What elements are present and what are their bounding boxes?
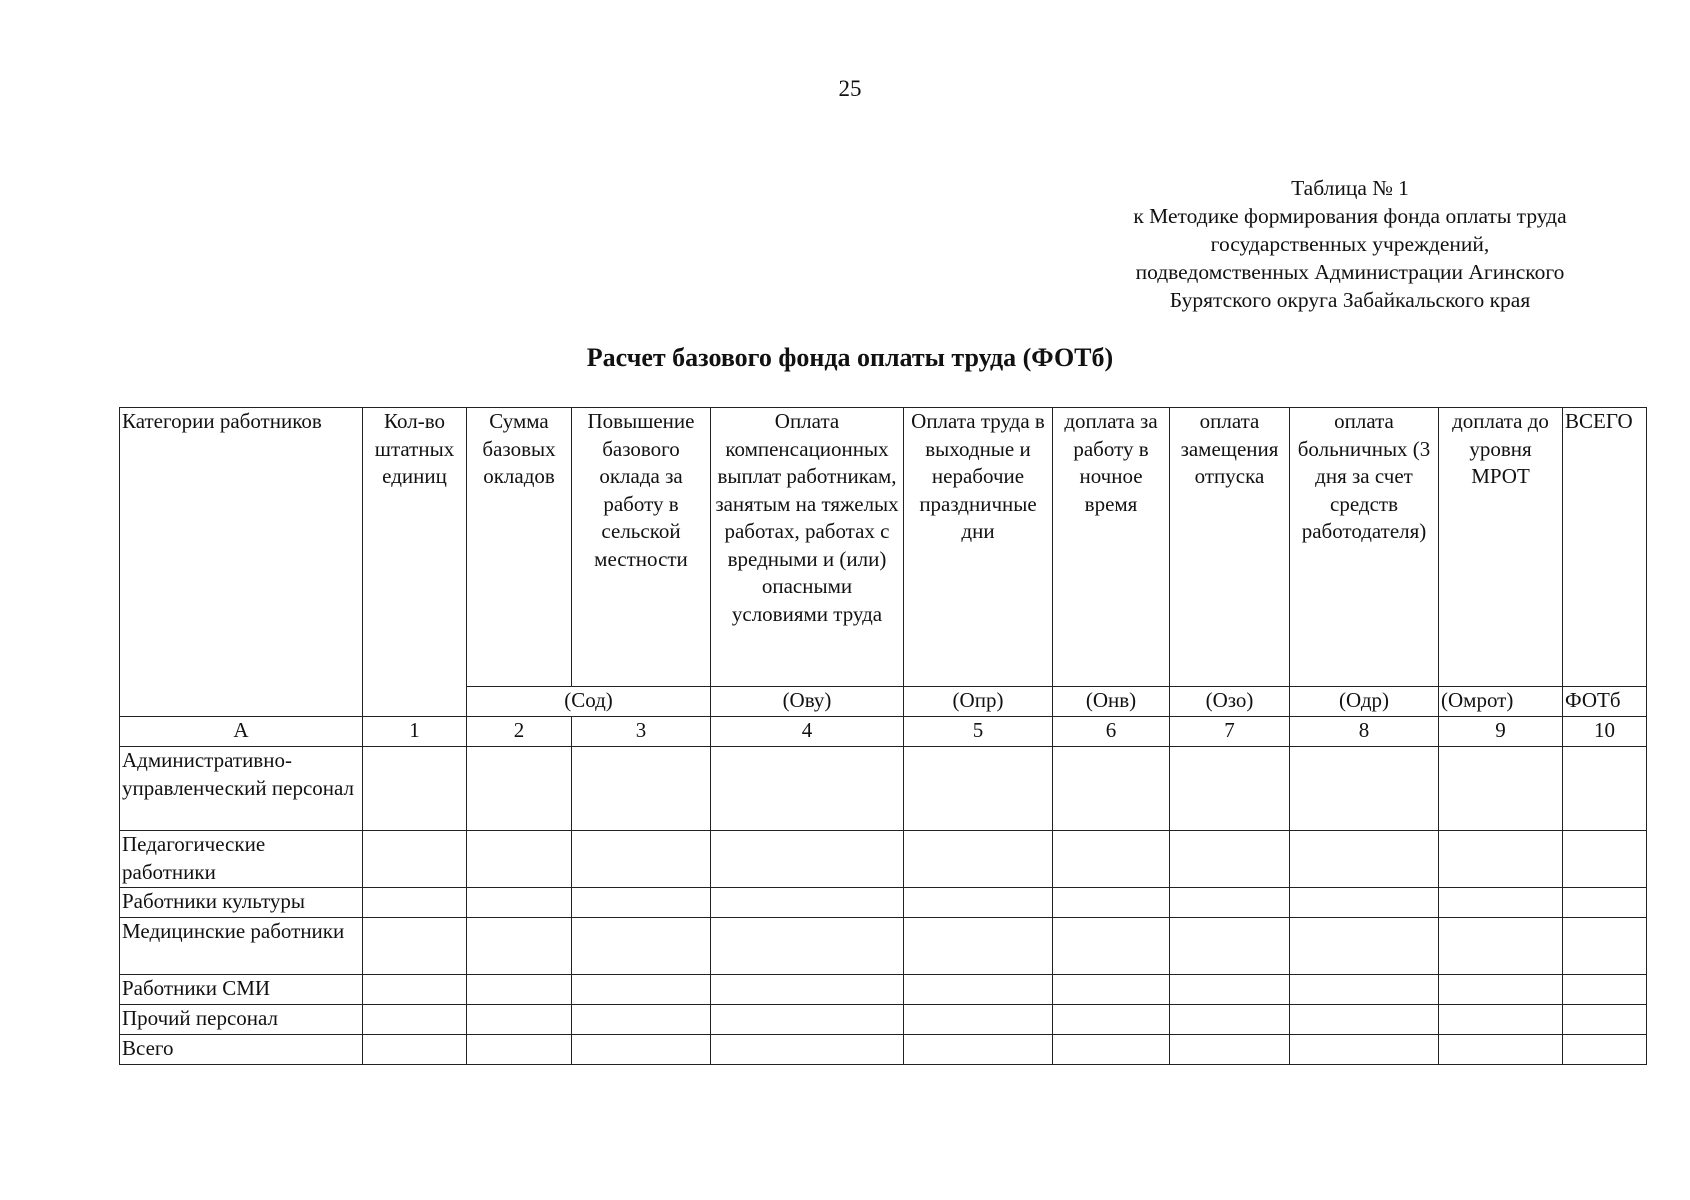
table-cell	[1439, 888, 1563, 918]
row-category-label: Прочий персонал	[120, 1005, 363, 1035]
appendix-line: Таблица № 1	[1291, 176, 1409, 200]
header-rural-increase: Повышение базового оклада за работу в сельской местности	[572, 408, 711, 687]
header-categories: Категории работников	[120, 408, 363, 717]
table-cell	[1170, 1035, 1290, 1065]
header-compensation: Оплата компенсационных выплат работникам, занятым на тяжелых работах, работах с вредными и (или) опасными условиями труда	[711, 408, 904, 687]
table-cell	[363, 747, 467, 831]
table-cell	[1053, 831, 1170, 888]
table-cell	[467, 831, 572, 888]
table-cell	[1053, 888, 1170, 918]
row-category-label: Педагогические работники	[120, 831, 363, 888]
appendix-line: подведомственных Администрации Агинского	[1135, 260, 1565, 284]
table-cell	[711, 918, 904, 975]
table-cell	[711, 888, 904, 918]
table-cell	[1053, 747, 1170, 831]
document-title: Расчет базового фонда оплаты труда (ФОТб)	[586, 343, 1114, 372]
table-cell	[1439, 831, 1563, 888]
code-onv: (Онв)	[1053, 687, 1170, 717]
header-base-salaries: Сумма базовых окладов	[467, 408, 572, 687]
table-cell	[572, 888, 711, 918]
table-cell	[1439, 747, 1563, 831]
row-category-label: Административно-управленческий персонал	[120, 747, 363, 831]
code-ozo: (Озо)	[1170, 687, 1290, 717]
table-cell	[467, 1005, 572, 1035]
appendix-note	[1060, 174, 1640, 314]
table-cell	[1290, 1035, 1439, 1065]
column-number: 5	[904, 717, 1053, 747]
header-sick-pay: оплата больничных (3 дня за счет средств работодателя)	[1290, 408, 1439, 687]
table-cell	[363, 918, 467, 975]
table-cell	[467, 918, 572, 975]
table-cell	[1053, 918, 1170, 975]
table-cell	[904, 1035, 1053, 1065]
column-number: А	[120, 717, 363, 747]
column-number: 6	[1053, 717, 1170, 747]
table-cell	[904, 975, 1053, 1005]
table-cell	[363, 831, 467, 888]
table-cell	[1563, 1005, 1647, 1035]
table-cell	[1290, 975, 1439, 1005]
table-cell	[363, 1035, 467, 1065]
table-cell	[572, 747, 711, 831]
code-sod: (Сод)	[467, 687, 711, 717]
table-cell	[1170, 975, 1290, 1005]
row-category-label: Работники культуры	[120, 888, 363, 918]
table-cell	[1439, 918, 1563, 975]
table-cell	[572, 918, 711, 975]
header-night-pay: доплата за работу в ночное время	[1053, 408, 1170, 687]
header-mrot-surcharge: доплата до уровня МРОТ	[1439, 408, 1563, 687]
table-cell	[711, 831, 904, 888]
appendix-line: к Методике формирования фонда оплаты труда	[1133, 204, 1567, 228]
row-category-label: Всего	[120, 1035, 363, 1065]
table-cell	[1053, 1035, 1170, 1065]
table-header-row	[120, 408, 1647, 687]
table-cell	[1170, 747, 1290, 831]
table-row	[120, 747, 1647, 831]
table-row	[120, 831, 1647, 888]
table-cell	[572, 1005, 711, 1035]
table-cell	[904, 747, 1053, 831]
header-total: ВСЕГО	[1563, 408, 1647, 687]
column-number: 1	[363, 717, 467, 747]
table-row	[120, 1005, 1647, 1035]
table-cell	[1170, 831, 1290, 888]
header-staff-count: Кол-во штатных единиц	[363, 408, 467, 717]
column-number: 3	[572, 717, 711, 747]
code-odr: (Одр)	[1290, 687, 1439, 717]
code-fotb: ФОТб	[1563, 687, 1647, 717]
table-cell	[1439, 1035, 1563, 1065]
table-cell	[711, 975, 904, 1005]
table-cell	[1170, 888, 1290, 918]
table-cell	[711, 1005, 904, 1035]
table-cell	[572, 831, 711, 888]
table-cell	[904, 831, 1053, 888]
table-cell	[1290, 831, 1439, 888]
table-row-total	[120, 1035, 1647, 1065]
table-cell	[711, 747, 904, 831]
payroll-fund-table	[119, 407, 1647, 1065]
header-vacation-replacement: оплата замещения отпуска	[1170, 408, 1290, 687]
table-cell	[467, 975, 572, 1005]
table-cell	[1563, 831, 1647, 888]
appendix-line: Бурятского округа Забайкальского края	[1169, 288, 1531, 312]
table-row	[120, 975, 1647, 1005]
table-cell	[904, 918, 1053, 975]
table-cell	[1563, 747, 1647, 831]
row-category-label: Медицинские работники	[120, 918, 363, 975]
table-column-numbers	[120, 717, 1647, 747]
table-cell	[572, 1035, 711, 1065]
table-cell	[1563, 975, 1647, 1005]
code-omrot: (Омрот)	[1439, 687, 1563, 717]
table-cell	[904, 888, 1053, 918]
column-number: 8	[1290, 717, 1439, 747]
table-cell	[467, 1035, 572, 1065]
code-ovu: (Ову)	[711, 687, 904, 717]
table-cell	[572, 975, 711, 1005]
table-cell	[1290, 1005, 1439, 1035]
table-cell	[1439, 975, 1563, 1005]
table-cell	[1290, 747, 1439, 831]
table-cell	[1563, 918, 1647, 975]
table-cell	[467, 888, 572, 918]
table-cell	[1170, 918, 1290, 975]
header-holiday-pay: Оплата труда в выходные и нерабочие праздничные дни	[904, 408, 1053, 687]
table-cell	[363, 888, 467, 918]
table-row	[120, 918, 1647, 975]
table-cell	[1563, 1035, 1647, 1065]
table-cell	[1053, 1005, 1170, 1035]
page-number: 25	[838, 76, 862, 101]
table-cell	[1053, 975, 1170, 1005]
column-number: 10	[1563, 717, 1647, 747]
table-cell	[363, 1005, 467, 1035]
table-cell	[363, 975, 467, 1005]
table-cell	[1563, 888, 1647, 918]
table-row	[120, 888, 1647, 918]
column-number: 4	[711, 717, 904, 747]
table-cell	[1170, 1005, 1290, 1035]
table-cell	[1290, 918, 1439, 975]
column-number: 9	[1439, 717, 1563, 747]
table-cell	[1439, 1005, 1563, 1035]
column-number: 2	[467, 717, 572, 747]
column-number: 7	[1170, 717, 1290, 747]
row-category-label: Работники СМИ	[120, 975, 363, 1005]
appendix-line: государственных учреждений,	[1210, 232, 1490, 256]
table-cell	[711, 1035, 904, 1065]
table-cell	[904, 1005, 1053, 1035]
table-cell	[1290, 888, 1439, 918]
code-opr: (Опр)	[904, 687, 1053, 717]
table-cell	[467, 747, 572, 831]
